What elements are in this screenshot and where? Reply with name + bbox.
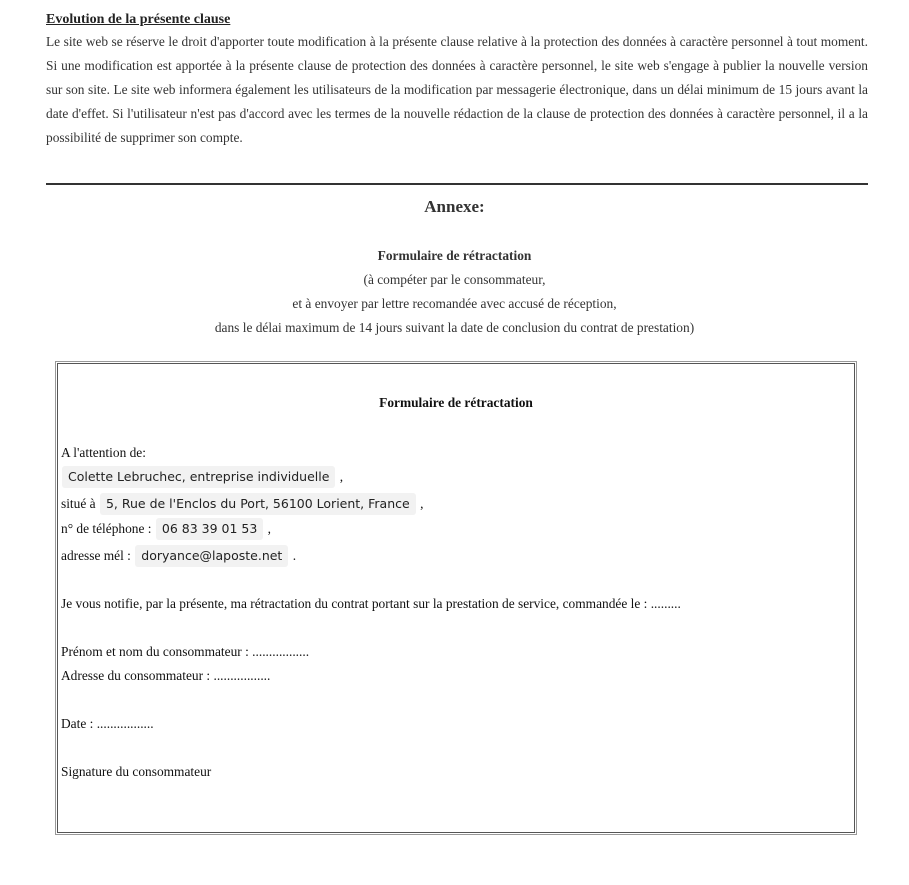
phone-row [61, 517, 271, 541]
attention-label: A l'attention de: [61, 445, 146, 460]
annexe-form-title: Formulaire de rétractation [377, 248, 532, 263]
email-value: doryance@laposte.net [135, 545, 288, 567]
address-suffix: , [420, 496, 424, 511]
notification-line: Je vous notifie, par la présente, ma rétractation du contrat portant sur la prestation de service, commandée le : ......... [61, 596, 681, 611]
clause-body: Le site web se réserve le droit d'apporter toute modification à la présente clause relative à la protection des données à caractère personnel à tout moment. Si une modification est apportée à la présente clause de protection des données à caractère personnel, le site web s'engage à publier la nouvelle version sur son site. Le site web informera également les utilisateurs de la modification par messagerie électronique, dans un délai minimum de 15 jours avant la date d'effet. Si l'utilisateur n'est pas d'accord avec les termes de la nouvelle rédaction de la clause de protection des données à caractère personnel, il a la possibilité de supprimer son compte. [46, 34, 868, 145]
email-suffix: . [292, 548, 297, 563]
clause-title: Evolution de la présente clause [46, 12, 231, 27]
company-value: Colette Lebruchec, entreprise individuelle [62, 466, 335, 488]
address-label: situé à [61, 496, 96, 511]
form-title: Formulaire de rétractation [379, 395, 533, 410]
retractation-form-box [57, 363, 855, 833]
signature-line: Signature du consommateur [61, 764, 212, 779]
clause-section [46, 10, 868, 150]
phone-suffix: , [267, 521, 272, 536]
annexe-line-2: et à envoyer par lettre recomandée avec accusé de réception, [292, 296, 617, 311]
phone-label: n° de téléphone : [61, 521, 152, 536]
address-row [61, 492, 423, 516]
consumer-name-line: Prénom et nom du consommateur : ................. [61, 644, 310, 659]
phone-value: 06 83 39 01 53 [156, 518, 263, 540]
date-line: Date : ................. [61, 716, 154, 731]
annexe-title: Annexe: [424, 197, 485, 216]
email-row [61, 544, 296, 568]
annexe-instructions [0, 244, 909, 340]
divider [46, 183, 868, 185]
company-suffix: , [339, 469, 344, 484]
email-label: adresse mél : [61, 548, 131, 563]
annexe-line-1: (à compéter par le consommateur, [363, 272, 546, 287]
address-value: 5, Rue de l'Enclos du Port, 56100 Lorient, France [100, 493, 416, 515]
consumer-address-line: Adresse du consommateur : ................. [61, 668, 271, 683]
annexe-line-3: dans le délai maximum de 14 jours suivant la date de conclusion du contrat de prestation) [214, 320, 695, 335]
company-row [61, 465, 343, 489]
